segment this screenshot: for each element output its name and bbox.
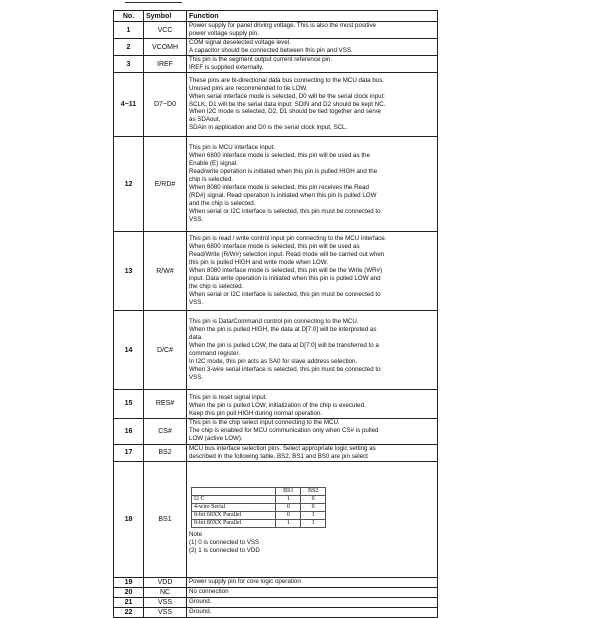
function-line: input. Data write operation is initiated when this pin is pulled LOW and (189, 274, 381, 282)
pin-symbol: VCC (144, 22, 187, 39)
pin-function (187, 73, 438, 137)
pin-function (187, 418, 438, 444)
table-row (114, 461, 438, 577)
header-symbol: Symbol (144, 11, 187, 22)
table-row (114, 73, 438, 137)
function-line: Read/Write (R/W#) selection input. Read mode will be carried out when (189, 251, 385, 259)
function-line: When 6800 interface mode is selected, this pin will be used as (189, 243, 360, 251)
function-line: This pin is the chip select input connecting to the MCU. (189, 419, 340, 427)
function-line: and the chip is selected. (189, 199, 256, 207)
pin-function (187, 56, 438, 73)
function-line: A capacitor should be connected between this pin and VSS. (189, 47, 353, 54)
pin-number: 4~11 (114, 73, 144, 137)
pin-symbol: CS# (144, 418, 187, 444)
function-line: Unused pins are recommended to tie LOW. (189, 84, 308, 92)
function-line: Read/write operation is initiated when this pin is pulled HIGH and the (189, 168, 378, 176)
bus-select-value: 1 (301, 519, 326, 527)
function-line: SCLK; D1 will be the serial data input: SDIN and D2 should be kept NC. (189, 100, 386, 108)
bus-select-mode: I2 C (192, 495, 276, 503)
header-rule (125, 2, 182, 3)
function-line: Power supply for panel driving voltage. This is also the most positive (189, 22, 376, 30)
pin-symbol: R/W# (144, 232, 187, 311)
function-line: (RD#) signal. Read operation is initiated when this pin is pulled LOW (189, 191, 377, 199)
bus-select-value: 1 (276, 495, 301, 503)
pin-symbol: VSS (144, 607, 187, 617)
bus-select-value: 1 (301, 511, 326, 519)
bus-select-header-cell (192, 487, 276, 495)
function-line: VSS. (189, 373, 204, 381)
function-line: LOW (active LOW). (189, 435, 243, 443)
bus-select-value: 1 (276, 519, 301, 527)
function-line: When serial or I2C interface is selected, this pin must be connected to (189, 207, 381, 215)
table-row (114, 311, 438, 390)
function-line: When 8080 interface mode is selected, this pin will be the Write (WR#) (189, 267, 383, 275)
function-line: These pins are bi-directional data bus connecting to the MCU data bus. (189, 76, 385, 84)
pin-number: 20 (114, 587, 144, 597)
table-row (114, 390, 438, 419)
function-line: Keep this pin pull HIGH during normal operation. (189, 409, 323, 417)
bus-select-mode: 4-wire Serial (192, 503, 276, 511)
table-body (114, 22, 438, 618)
function-line: The chip is enabled for MCU communication only when CS# is pulled (189, 427, 379, 435)
pin-symbol: D/C# (144, 311, 187, 390)
bus-select-mode: 8-bit 68XX Parallel (192, 511, 276, 519)
bus-select-header-cell: BS2 (301, 487, 326, 495)
pin-number: 17 (114, 444, 144, 461)
bus-select-row (192, 519, 326, 527)
function-line: as SDAout, (189, 116, 221, 124)
bus-select-value: 0 (301, 495, 326, 503)
function-line: this pin is pulled HIGH and write mode when LOW. (189, 259, 328, 267)
pin-number: 16 (114, 418, 144, 444)
function-line: (2) 1 is connected to VDD (189, 546, 260, 554)
function-line: When 8080 interface mode is selected, this pin receives the Read (189, 184, 369, 191)
function-line: COM signal deselected voltage level. (189, 39, 291, 47)
function-line: When serial or I2C interface is selected, this pin must be connected to (189, 290, 381, 298)
bus-select-value: 0 (276, 511, 301, 519)
pin-symbol: BS1 (144, 461, 187, 577)
table-row (114, 232, 438, 311)
bus-select-value: 0 (301, 503, 326, 511)
bus-select-value: 0 (276, 503, 301, 511)
pin-function (187, 137, 438, 232)
pin-symbol: BS2 (144, 444, 187, 461)
pin-symbol: D7~D0 (144, 73, 187, 137)
function-line: When serial interface mode is selected, D0 will be the serial clock input: (189, 92, 386, 100)
pin-function (187, 577, 438, 587)
bus-select-table (191, 487, 326, 528)
function-line: power voltage supply pin. (189, 30, 259, 37)
pin-function (187, 390, 438, 419)
pin-number: 15 (114, 390, 144, 419)
function-line: This pin is the segment output current reference pin. (189, 56, 333, 64)
pin-function (187, 232, 438, 311)
function-line: SDAin in application and D0 is the serial clock input, SCL. (189, 124, 348, 132)
function-line: This pin is reset signal input. (189, 394, 268, 401)
pin-number: 18 (114, 461, 144, 577)
function-line: This pin is Data/Command control pin connecting to the MCU. (189, 318, 359, 326)
pin-number: 13 (114, 232, 144, 311)
function-line: the chip is selected. (189, 282, 244, 290)
pin-number: 21 (114, 597, 144, 607)
function-line: command register. (189, 350, 240, 357)
pin-symbol: NC (144, 587, 187, 597)
function-line: When the pin is pulled HIGH, the data at D[7:0] will be interpreted as (189, 326, 377, 334)
function-line: IREF is supplied externally. (189, 64, 264, 71)
table-row (114, 577, 438, 587)
bus-select-mode: 8-bit 80XX Parallel (192, 519, 276, 527)
function-line: described in the following table. BS2, BS1 and BS0 are pin select (189, 452, 368, 460)
function-line: When the pin is pulled LOW, initialization of the chip is executed. (189, 401, 366, 409)
function-line: In I2C mode, this pin acts as SA0 for slave address selection. (189, 357, 358, 365)
function-line: Power supply pin for core logic operation (189, 578, 301, 586)
pin-number: 12 (114, 137, 144, 232)
bus-select-row (192, 495, 326, 503)
function-line: MCU bus interface selection pins. Select appropriate logic setting as (189, 444, 376, 452)
pin-function (187, 39, 438, 56)
bus-select-header-cell: BS1 (276, 487, 301, 495)
function-line: VSS. (189, 298, 204, 306)
table-row (114, 137, 438, 232)
pin-symbol: E/RD# (144, 137, 187, 232)
table-row (114, 418, 438, 444)
pin-number: 19 (114, 577, 144, 587)
table-row (114, 607, 438, 617)
pin-number: 2 (114, 39, 144, 56)
table-row (114, 587, 438, 597)
pin-number: 3 (114, 56, 144, 73)
pin-function (187, 607, 438, 617)
pin-symbol: RES# (144, 390, 187, 419)
function-line: This pin is MCU interface input. (189, 144, 275, 152)
function-line: (1) 0 is connected to VSS (189, 538, 260, 546)
bus-select-row (192, 503, 326, 511)
function-line: Ground. (189, 608, 212, 616)
table-row (114, 597, 438, 607)
pin-symbol: IREF (144, 56, 187, 73)
header-no: No. (114, 11, 144, 22)
pin-symbol: VDD (144, 577, 187, 587)
pin-symbol: VSS (144, 597, 187, 607)
function-line: This pin is read / write control input pin connecting to the MCU interface. (189, 235, 387, 243)
function-line: When I2C mode is selected, D2, D1 should be tied together and serve (189, 108, 381, 116)
pin-description-table (113, 10, 438, 618)
bus-select-header-row (192, 487, 326, 495)
function-line: Enable (E) signal. (189, 160, 238, 168)
function-line: Note (189, 530, 203, 538)
function-line: Ground. (189, 598, 212, 606)
pin-symbol: VCOMH (144, 39, 187, 56)
pin-number: 22 (114, 607, 144, 617)
table-header-row (114, 11, 438, 22)
pin-number: 1 (114, 22, 144, 39)
table-row (114, 56, 438, 73)
pin-function (187, 597, 438, 607)
table-row (114, 444, 438, 461)
pin-function (187, 311, 438, 390)
function-line: When 6800 interface mode is selected, this pin will be used as the (189, 152, 370, 160)
function-line: VSS. (189, 215, 204, 223)
function-line: No connection (189, 588, 229, 596)
header-function: Function (187, 11, 438, 22)
function-line: chip is selected. (189, 176, 234, 184)
pin-function (187, 444, 438, 461)
function-line: data. (189, 334, 203, 342)
bus-select-row (192, 511, 326, 519)
table-row (114, 39, 438, 56)
pin-function (187, 587, 438, 597)
function-line: When the pin is pulled LOW, the data at D[7:0] will be transferred to a (189, 342, 379, 350)
function-line: When 3-wire serial interface is selected, this pin must be connected to (189, 365, 381, 373)
pin-number: 14 (114, 311, 144, 390)
pin-function (187, 22, 438, 39)
pin-function (187, 461, 438, 577)
table-row (114, 22, 438, 39)
